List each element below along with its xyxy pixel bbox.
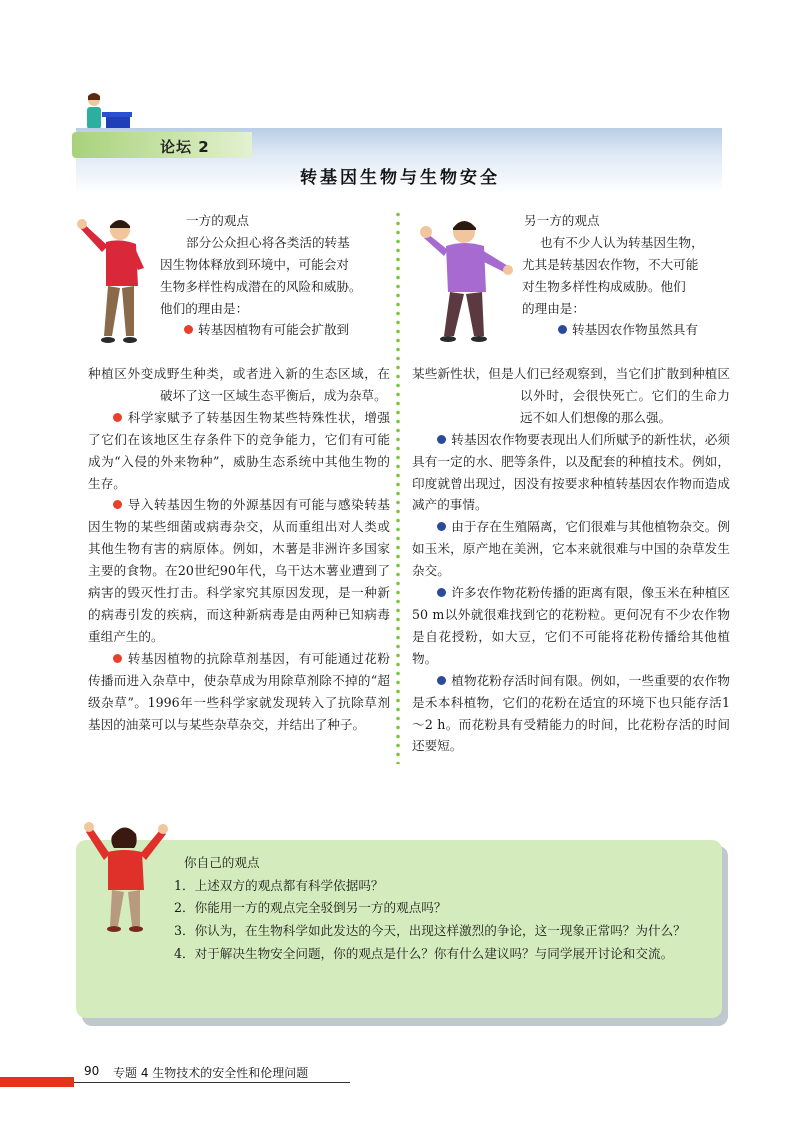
- page-title: 转基因生物与生物安全: [300, 168, 500, 188]
- bullet-dot-icon: [113, 500, 122, 509]
- left-intro-line: 生物多样性构成潜在的风险和威胁。: [160, 278, 362, 294]
- right-column-body: [412, 363, 730, 757]
- bullet-dot-icon: [437, 435, 446, 444]
- right-bullet2: [412, 429, 730, 517]
- left-bullet3-text: 导入转基因生物的外源基因有可能与感染转基因生物的某些细菌或病毒杂交，从而重组出对人类或其他生物有害的病原体。例如，木薯是非洲许多国家主要的食物。在20世纪90年代，乌干达木薯业遭到了病害的毁灭性打击。科学家究其原因发现，是一种新的病毒引发的疾病，而这种新病毒是由两种已知病毒重组产生的。: [88, 497, 390, 644]
- left-heading: 一方的观点: [186, 213, 249, 228]
- right-heading: 另一方的观点: [524, 213, 600, 228]
- forum-label: 论坛 2: [160, 138, 210, 156]
- right-bullet5-text: 植物花粉存活时间有限。例如，一些重要的农作物是禾本科植物，它们的花粉在适宜的环境下也只能存活1～2 h。而花粉具有受精能力的时间，比花粉存活的时间还要短。: [412, 672, 730, 754]
- bullet-dot-icon: [184, 325, 193, 334]
- right-intro-line: 也有不少人认为转基因生物，: [540, 234, 704, 250]
- right-intro-line: 尤其是转基因农作物，不大可能: [522, 256, 699, 272]
- right-bullet3-text: 由于存在生殖隔离，它们很难与其他植物杂交。例如玉米，原产地在美洲，它本来就很难与中国的杂草发生杂交。: [412, 519, 730, 579]
- bullet-dot-icon: [437, 588, 446, 597]
- column-divider: [396, 210, 400, 764]
- question-1: 1．上述双方的观点都有科学依据吗？: [174, 877, 384, 893]
- right-bullet5: [412, 670, 730, 758]
- left-column-body: [88, 363, 390, 735]
- right-bullet4-text: 许多农作物花粉传播的距离有限，像玉米在种植区50 m以外就很难找到它的花粉粒。更何况有不少农作物是自花授粉，如大豆，它们不可能将花粉传播给其他植物。: [412, 585, 730, 666]
- left-bullet1-lead-line: [160, 319, 390, 341]
- left-intro: [160, 210, 390, 320]
- left-bullet2-text: 科学家赋予了转基因生物某些特殊性状，增强了它们在该地区生存条件下的竞争能力，它们有可能成为“入侵的外来物种”，威胁生态系统中其他生物的生存。: [88, 409, 390, 491]
- page-number: 90: [84, 1064, 100, 1078]
- right-bullet3: [412, 516, 730, 582]
- left-bullet2: [88, 407, 390, 495]
- right-bullet2-text: 转基因农作物要表现出人们所赋予的新性状，必须具有一定的水、肥等条件，以及配套的种植技术。例如，印度就曾出现过，因没有按要求种植转基因农作物而造成减产的事情。: [412, 431, 730, 513]
- left-bullet4: [88, 648, 390, 736]
- bullet-dot-icon: [437, 676, 446, 685]
- right-bullet1-lead: 转基因农作物虽然具有: [572, 322, 698, 337]
- footer-chapter-title: 专题 4 生物技术的安全性和伦理问题: [113, 1066, 309, 1080]
- right-intro-line: 对生物多样性构成威胁。他们: [522, 278, 686, 294]
- footer-accent-bar: [0, 1077, 74, 1087]
- bullet-dot-icon: [113, 654, 122, 663]
- left-bullet1-rest: 种植区外变成野生种类，或者进入新的生态区域，在破坏了这一区域生态平衡后，成为杂草。: [88, 366, 390, 403]
- left-bullet1-lead: 转基因植物有可能会扩散到: [198, 322, 350, 337]
- left-bullet3: [88, 494, 390, 647]
- left-intro-line: 因生物体释放到环境中，可能会对: [160, 256, 349, 272]
- question-3: 3．你认为，在生物科学如此发达的今天，出现这样激烈的争论，这一现象正常吗？为什么？: [174, 923, 686, 939]
- left-bullet4-text: 转基因植物的抗除草剂基因，有可能通过花粉传播而进入杂草中，使杂草成为用除草剂除不掉的“超级杂草”。1996年一些科学家就发现转入了抗除草剂基因的油菜可以与某些杂草杂交，并结出了种子。: [88, 650, 390, 732]
- question-4: 4．对于解决生物安全问题，你的观点是什么？你有什么建议吗？与同学展开讨论和交流。: [174, 945, 674, 961]
- opinion-box-title: 你自己的观点: [184, 855, 260, 870]
- thumbs-down-person-illustration: [76, 208, 152, 348]
- right-intro: [522, 210, 730, 320]
- opinion-box-content: [150, 852, 710, 966]
- left-intro-line: 他们的理由是：: [160, 300, 249, 316]
- bullet-dot-icon: [113, 413, 122, 422]
- right-bullet1-lead-line: [522, 319, 730, 341]
- right-bullet4: [412, 582, 730, 670]
- bullet-dot-icon: [437, 522, 446, 531]
- left-intro-line: 部分公众担心将各类活的转基: [186, 234, 350, 250]
- footer-rule: [74, 1082, 350, 1083]
- right-intro-line: 的理由是：: [522, 300, 585, 316]
- bullet-dot-icon: [558, 325, 567, 334]
- right-bullet1-rest: 某些新性状，但是人们已经观察到，当它们扩散到种植区以外时，会很快死亡。它们的生命力远不如人们想像的那么强。: [412, 366, 730, 425]
- question-2: 2．你能用一方的观点完全驳倒另一方的观点吗？: [174, 900, 447, 916]
- ok-gesture-person-illustration: [416, 210, 516, 344]
